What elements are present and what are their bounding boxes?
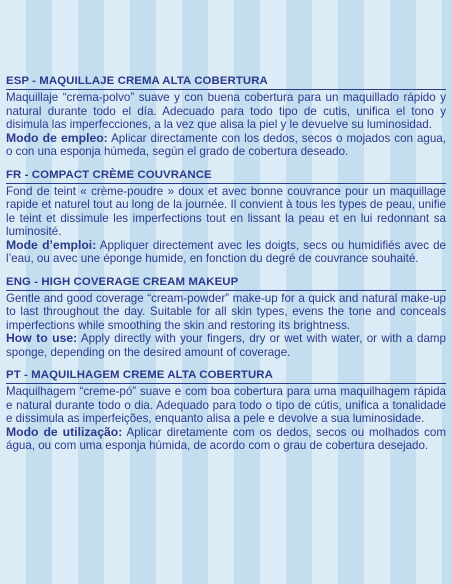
section-body: Gentle and good coverage “cream-powder” make-up for a quick and natural make-up to last throughout the day. Suitable for all skin types, evens the tone and conceals imperfections while smoothing the skin and restoring its brightness. bbox=[6, 291, 446, 332]
usage-label: How to use: bbox=[6, 331, 78, 345]
product-description-page bbox=[6, 74, 446, 462]
section-english bbox=[6, 275, 446, 360]
section-body: Maquillaje “crema-polvo” suave y con buena cobertura para un maquillado rápido y natural durante todo el día. Adecuado para todo tipo de cutis, unifica el tono y disimula las imperfecciones, a la vez que alisa la piel y le devuelve su luminosidad. bbox=[6, 91, 446, 131]
usage-instructions bbox=[6, 239, 446, 266]
section-heading: FR - COMPACT CRÈME COUVRANCE bbox=[6, 168, 446, 184]
usage-instructions bbox=[6, 332, 446, 359]
usage-label: Modo de utilização: bbox=[6, 424, 123, 439]
usage-text: Apply directly with your fingers, dry or wet with water, or with a damp sponge, depending on the desired amount of coverage. bbox=[6, 332, 446, 359]
usage-label: Mode d’emploi: bbox=[6, 237, 97, 252]
usage-label: Modo de empleo: bbox=[6, 130, 108, 145]
section-french bbox=[6, 168, 446, 266]
usage-text: Aplicar diretamente com os dedos, secos ou molhados com água, ou com uma esponja húmida, de acordo com o grau de cobertura desejado. bbox=[6, 425, 446, 452]
section-body: Maquilhagem “creme-pó” suave e com boa cobertura para uma maquilhagem rápida e natural durante todo o dia. Adequado para todo o tipo de cútis, unifica a tonalidade e dissimula as imperfeições, enquanto alisa a pele e devolve a sua luminosidade. bbox=[6, 385, 446, 425]
usage-instructions bbox=[6, 426, 446, 453]
section-spanish bbox=[6, 74, 446, 159]
section-body: Fond de teint « crème-poudre » doux et avec bonne couvrance pour un maquillage rapide et naturel tout au long de la journée. Il convient à tous les types de peau, unifie le teint et dissimule les imperfections tout en lissant la peau et en lui redonnant sa luminosité. bbox=[6, 184, 446, 238]
usage-text: Aplicar directamente con los dedos, secos o mojados con agua, o con una esponja húmeda, según el grado de cobertura deseado. bbox=[6, 131, 446, 158]
section-heading: PT - MAQUILHAGEM CREME ALTA COBERTURA bbox=[6, 368, 446, 384]
usage-instructions bbox=[6, 132, 446, 159]
usage-text: Appliquer directement avec les doigts, secs ou humidifiés avec de l’eau, ou avec une éponge humide, en fonction du degré de couvrance souhaité. bbox=[6, 238, 446, 265]
section-heading: ENG - HIGH COVERAGE CREAM MAKEUP bbox=[6, 275, 446, 291]
section-heading: ESP - MAQUILLAJE CREMA ALTA COBERTURA bbox=[6, 74, 446, 90]
section-portuguese bbox=[6, 368, 446, 453]
